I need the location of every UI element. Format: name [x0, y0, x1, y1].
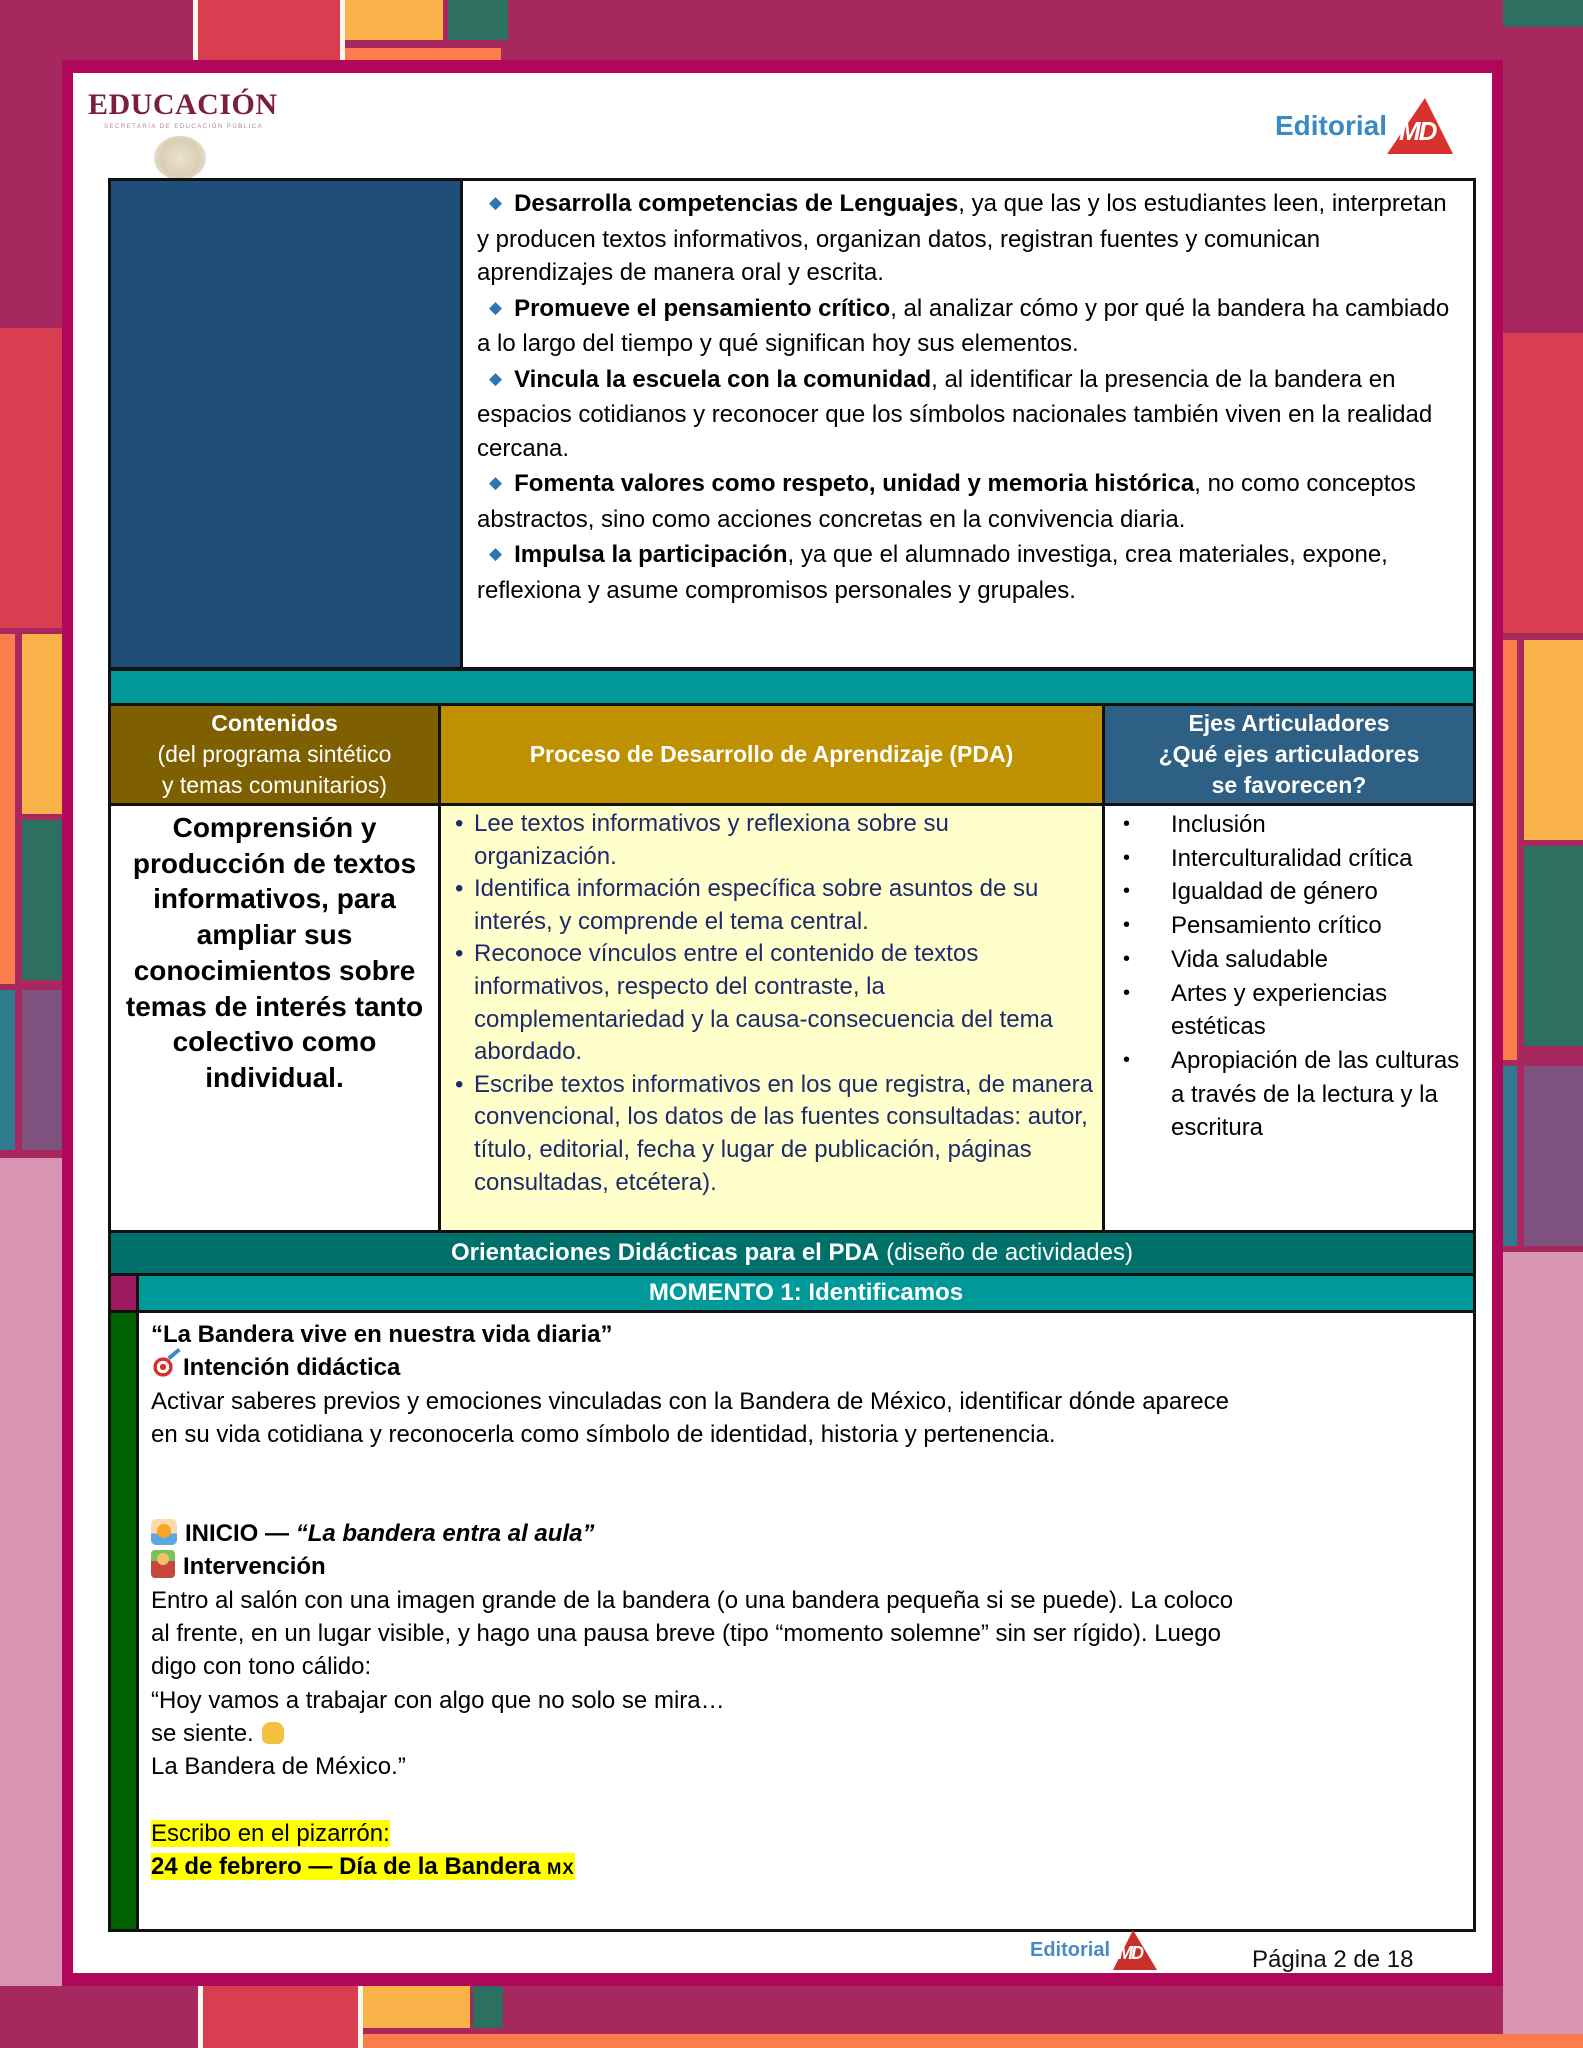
inicio-title: “La bandera entra al aula”	[295, 1520, 595, 1548]
pda-list	[441, 806, 1105, 1230]
diamond-bullet-icon: ◆	[489, 368, 503, 388]
diamond-bullet-icon: ◆	[489, 193, 503, 212]
header-pda	[441, 706, 1105, 803]
bullet-icon: •	[455, 1070, 464, 1098]
benefit-bold: Promueve el pensamiento crítico	[514, 294, 891, 322]
pda-item	[455, 938, 1094, 1068]
eje-item-text: Igualdad de género	[1171, 878, 1378, 906]
eje-item-text: Vida saludable	[1171, 945, 1329, 973]
para-line-3: digo con tono cálido:	[151, 1653, 372, 1681]
board-label: Escribo en el pizarrón:	[151, 1819, 390, 1847]
activity-title: “La Bandera vive en nuestra vida diaria”	[151, 1321, 613, 1348]
bullet-icon: •	[1123, 1048, 1131, 1071]
pda-table-header	[111, 706, 1473, 806]
eje-item	[1123, 1044, 1465, 1145]
pda-item-text: Lee textos informativos y reflexiona sobre su organización.	[474, 810, 949, 870]
md-triangle-icon	[1113, 1930, 1157, 1970]
ejes-list	[1105, 806, 1473, 1230]
sep-logo-subtitle: SECRETARÍA DE EDUCACIÓN PÚBLICA	[104, 124, 264, 130]
benefit-item	[477, 467, 1459, 536]
eje-item-text: Pensamiento crítico	[1171, 912, 1382, 940]
footer-md-mark-text: MD	[1118, 1943, 1143, 1963]
pda-item	[455, 808, 1094, 873]
bullet-icon: •	[1123, 981, 1131, 1004]
header-pda-title: Proceso de Desarrollo de Aprendizaje (PDA)	[529, 741, 1014, 767]
eje-item	[1123, 808, 1465, 842]
contenido-cell: Comprensión y producción de textos informativos, para ampliar sus conocimientos sobre temas de interés tanto colectivo como individual.	[111, 806, 441, 1230]
benefits-table	[108, 178, 1476, 670]
pda-item	[455, 1069, 1094, 1199]
eje-item-text: Interculturalidad crítica	[1171, 844, 1413, 872]
benefit-item	[477, 363, 1459, 466]
momento-title: MOMENTO 1: Identificamos	[139, 1276, 1473, 1310]
bullet-icon: •	[1123, 880, 1131, 903]
sep-logo-text: EDUCACIÓN	[88, 88, 278, 121]
bullet-icon: •	[1123, 846, 1131, 869]
benefits-list	[463, 181, 1473, 667]
header-ejes-line3: se favorecen?	[1211, 772, 1367, 798]
orientaciones-header	[108, 1230, 1476, 1276]
bullet-icon: •	[455, 875, 464, 903]
footer-logo-word: Editorial	[1030, 1938, 1111, 1961]
momento-content	[108, 1310, 1476, 1932]
spacer	[151, 1784, 1461, 1817]
momento-header	[108, 1273, 1476, 1313]
bullet-icon: •	[455, 810, 464, 837]
editorial-md-logo	[1275, 98, 1457, 154]
pda-item-text: Reconoce vínculos entre el contenido de textos informativos, respecto del contraste, la complementariedad y la causa-consecuencia del tema abordado.	[474, 940, 1053, 1066]
eje-item	[1123, 875, 1465, 909]
sep-logo	[88, 88, 278, 130]
md-triangle-icon	[1391, 98, 1457, 154]
diamond-bullet-icon: ◆	[489, 473, 503, 492]
intencion-heading	[151, 1351, 1461, 1384]
content-accent	[111, 1313, 139, 1929]
intervencion-heading	[151, 1550, 1461, 1583]
benefit-item	[477, 292, 1459, 361]
bullet-icon: •	[455, 940, 464, 968]
heart-hands-icon	[262, 1722, 284, 1744]
sunrise-icon	[151, 1519, 177, 1545]
bullet-icon: •	[1123, 813, 1131, 835]
teal-divider-band	[108, 668, 1476, 706]
benefit-text: , al identificar la presencia de la bandera en espacios cotidianos y reconocer que los símbolos nacionales también viven en la realidad cercana.	[477, 365, 1433, 462]
content-body	[139, 1313, 1473, 1929]
orientaciones-normal: (diseño de actividades)	[886, 1239, 1133, 1266]
pda-table-body	[111, 806, 1473, 1230]
mexico-flag-icon: MX	[547, 1858, 575, 1878]
header-contenidos-sub2: y temas comunitarios)	[162, 772, 387, 798]
eje-item	[1123, 909, 1465, 943]
footer-editorial-logo	[1030, 1930, 1157, 1970]
eje-item	[1123, 842, 1465, 876]
header-ejes	[1105, 706, 1473, 803]
benefit-text: , no como conceptos abstractos, sino como acciones concretas en la convivencia diaria.	[477, 470, 1416, 533]
intencion-label: Intención didáctica	[183, 1354, 401, 1382]
header-contenidos-sub1: (del programa sintético	[157, 741, 392, 767]
target-icon	[151, 1355, 175, 1379]
eje-item-text: Apropiación de las culturas a través de la lectura y la escritura	[1171, 1046, 1460, 1142]
header-ejes-line2: ¿Qué ejes articuladores	[1158, 741, 1420, 767]
para-line-1: Entro al salón con una imagen grande de la bandera (o una bandera pequeña si se puede). La coloco	[151, 1586, 1234, 1614]
header-contenidos-title: Contenidos	[211, 710, 338, 736]
pda-item-text: Identifica información específica sobre asuntos de su interés, y comprende el tema central.	[474, 875, 1039, 935]
header-contenidos	[111, 706, 441, 803]
benefit-item	[477, 187, 1459, 290]
eje-item	[1123, 977, 1465, 1044]
header-ejes-line1: Ejes Articuladores	[1188, 710, 1390, 736]
diamond-bullet-icon: ◆	[489, 297, 503, 317]
inicio-label: INICIO —	[185, 1520, 290, 1548]
benefit-bold: Impulsa la participación	[514, 541, 788, 568]
intencion-text-2: en su vida cotidiana y reconocerla como símbolo de identidad, historia y pertenencia.	[151, 1420, 1056, 1448]
benefit-text: , ya que el alumnado investiga, crea materiales, expone, reflexiona y asume compromisos personales y grupales.	[477, 541, 1388, 604]
para-line-2: al frente, en un lugar visible, y hago una pausa breve (tipo “momento solemne” sin ser rígido). Luego	[151, 1620, 1221, 1648]
intervencion-label: Intervención	[183, 1553, 326, 1581]
benefit-bold: Vincula la escuela con la comunidad	[514, 365, 932, 393]
quote-line-2: se siente.	[151, 1719, 254, 1747]
quote-line-2-wrap	[151, 1717, 1461, 1750]
mexico-seal-icon	[154, 136, 206, 180]
quote-line-3: La Bandera de México.”	[151, 1753, 406, 1781]
md-mark-text: MD	[1399, 116, 1436, 146]
benefits-label-cell	[111, 181, 463, 667]
benefit-text: , ya que las y los estudiantes leen, interpretan y producen textos informativos, organizan datos, registran fuentes y comunican aprendizajes de manera oral y escrita.	[477, 190, 1447, 286]
teacher-icon	[151, 1550, 175, 1578]
spacer	[151, 1451, 1461, 1517]
benefit-bold: Fomenta valores como respeto, unidad y memoria histórica	[514, 470, 1195, 497]
pda-item	[455, 873, 1094, 938]
eje-item-text: Artes y experiencias estéticas	[1171, 979, 1388, 1041]
page-number: Página 2 de 18	[1252, 1946, 1414, 1973]
benefit-bold: Desarrolla competencias de Lenguajes	[514, 190, 959, 217]
editorial-logo-word: Editorial	[1275, 110, 1388, 141]
eje-item-text: Inclusión	[1171, 811, 1266, 838]
intencion-text-1: Activar saberes previos y emociones vinculadas con la Bandera de México, identificar dónde aparece	[151, 1387, 1229, 1415]
inicio-heading	[151, 1517, 1461, 1550]
pda-table	[108, 703, 1476, 1233]
benefit-item	[477, 538, 1459, 607]
eje-item	[1123, 943, 1465, 977]
quote-line-1: “Hoy vamos a trabajar con algo que no solo se mira…	[151, 1686, 725, 1714]
momento-accent	[111, 1276, 139, 1310]
board-text-wrap	[151, 1853, 575, 1880]
pda-item-text: Escribe textos informativos en los que registra, de manera convencional, los datos de las fuentes consultadas: autor, título, editorial, fecha y lugar de publicación, páginas consultadas, etcétera).	[474, 1070, 1093, 1196]
board-text: 24 de febrero — Día de la Bandera	[151, 1852, 541, 1880]
bullet-icon: •	[1123, 914, 1131, 937]
benefit-text: , al analizar cómo y por qué la bandera ha cambiado a lo largo del tiempo y qué significan hoy sus elementos.	[477, 294, 1450, 357]
orientaciones-bold: Orientaciones Didácticas para el PDA	[451, 1239, 880, 1266]
bullet-icon: •	[1123, 947, 1131, 970]
diamond-bullet-icon: ◆	[489, 544, 503, 563]
